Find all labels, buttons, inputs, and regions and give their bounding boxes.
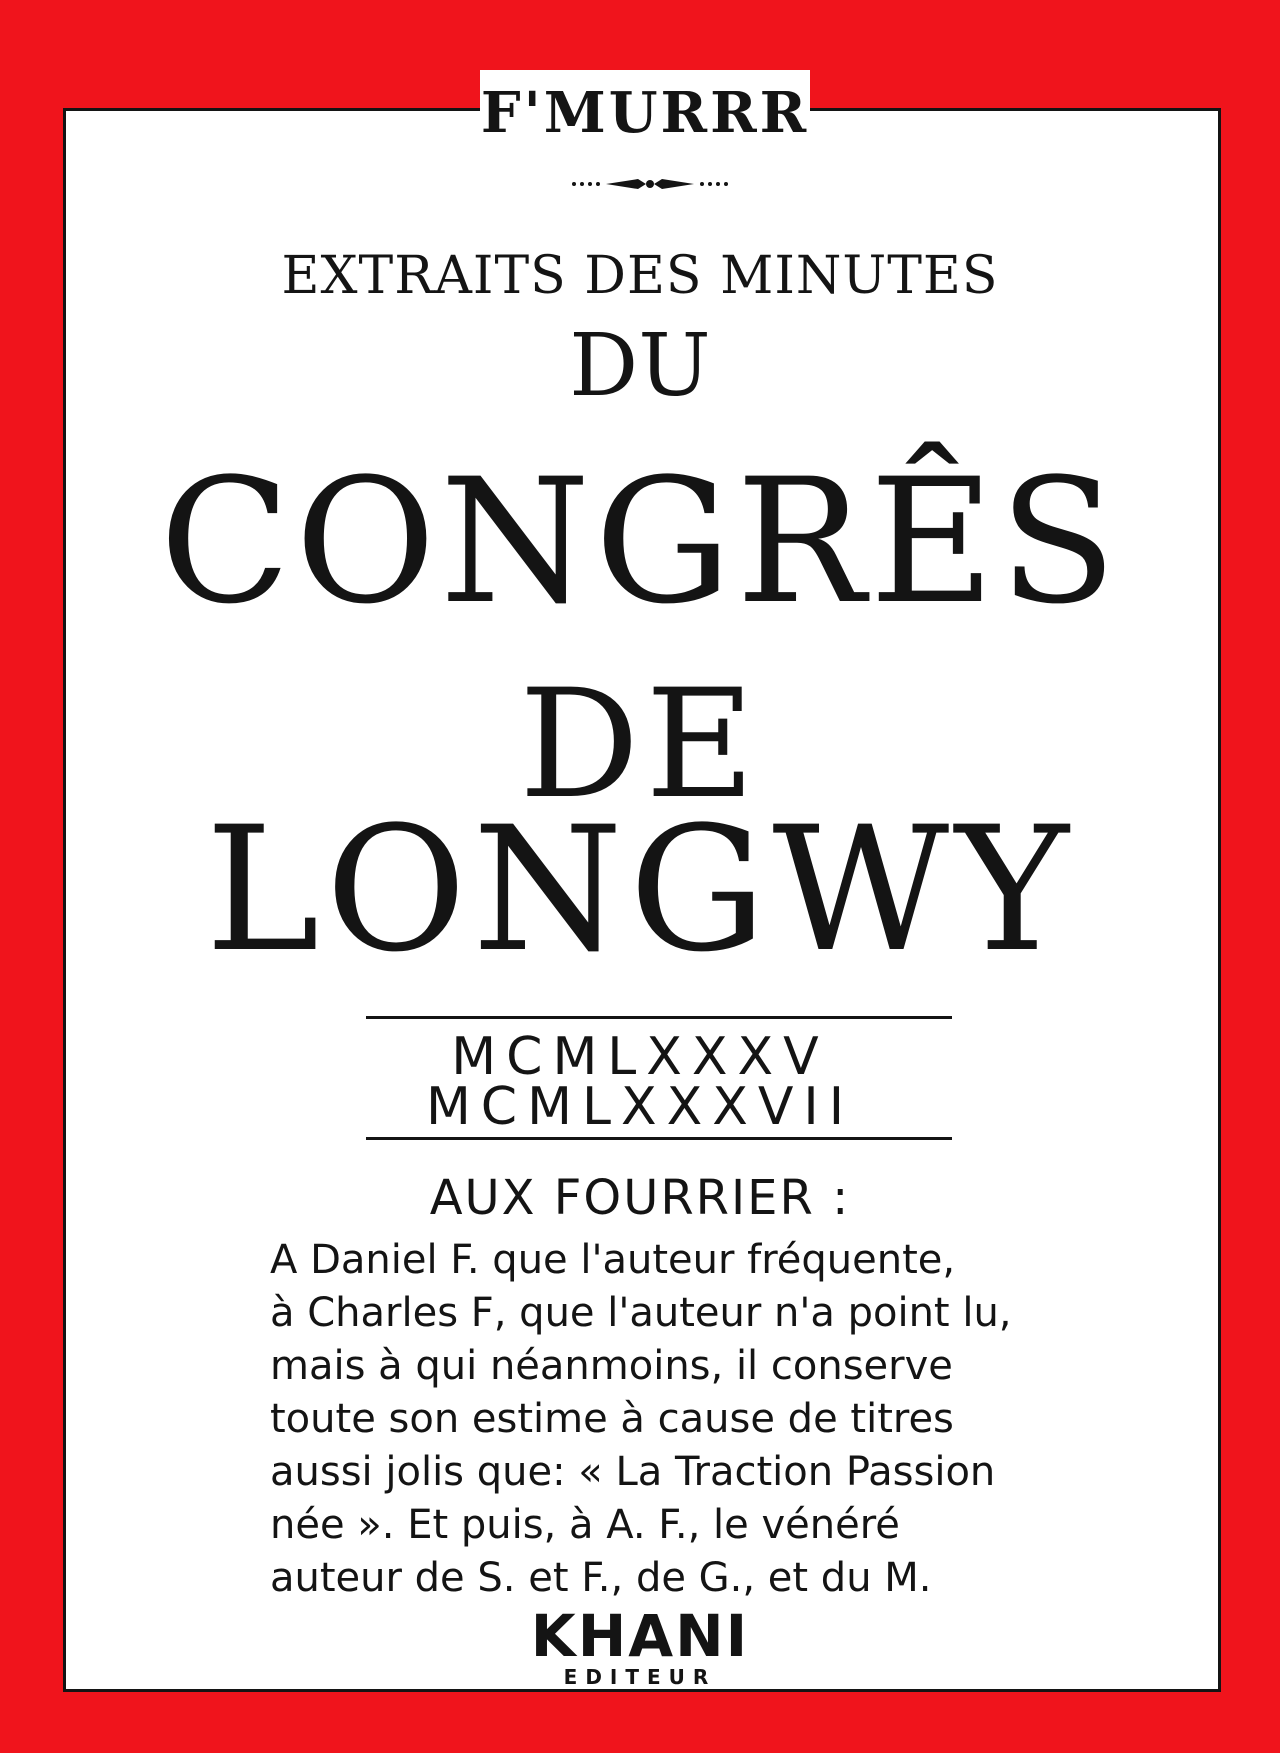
- rule-top: [366, 1016, 952, 1019]
- title-line-congres: CONGRÊS: [159, 441, 1121, 642]
- year-start: MCMLXXXV: [451, 1027, 829, 1087]
- publisher-name: KHANI: [530, 1602, 750, 1670]
- dedication-heading: AUX FOURRIER :: [429, 1170, 851, 1226]
- dedication-line: A Daniel F. que l'auteur fréquente,: [270, 1237, 956, 1283]
- title-line-de: DE: [519, 658, 761, 832]
- dedication-line: à Charles F, que l'auteur n'a point lu,: [270, 1290, 1012, 1336]
- dedication-line: auteur de S. et F., de G., et du M.: [270, 1555, 932, 1601]
- dedication-text: [270, 1234, 1030, 1605]
- ornament-divider-icon: [570, 172, 730, 196]
- dedication-line: née ». Et puis, à A. F., le vénéré: [270, 1502, 900, 1548]
- subtitle: EXTRAITS DES MINUTES: [281, 246, 999, 306]
- title-line-du: DU: [569, 316, 711, 416]
- title-line-longwy: LONGWY: [205, 789, 1075, 990]
- rule-bottom: [366, 1137, 952, 1140]
- dedication-line: mais à qui néanmoins, il conserve: [270, 1343, 953, 1389]
- dedication-line: aussi jolis que: « La Traction Passion: [270, 1449, 996, 1495]
- author-name: F'MURRR: [480, 70, 810, 156]
- year-end: MCMLXXXVII: [425, 1077, 855, 1137]
- publisher-subtitle: EDITEUR: [563, 1665, 717, 1689]
- dedication-line: toute son estime à cause de titres: [270, 1396, 954, 1442]
